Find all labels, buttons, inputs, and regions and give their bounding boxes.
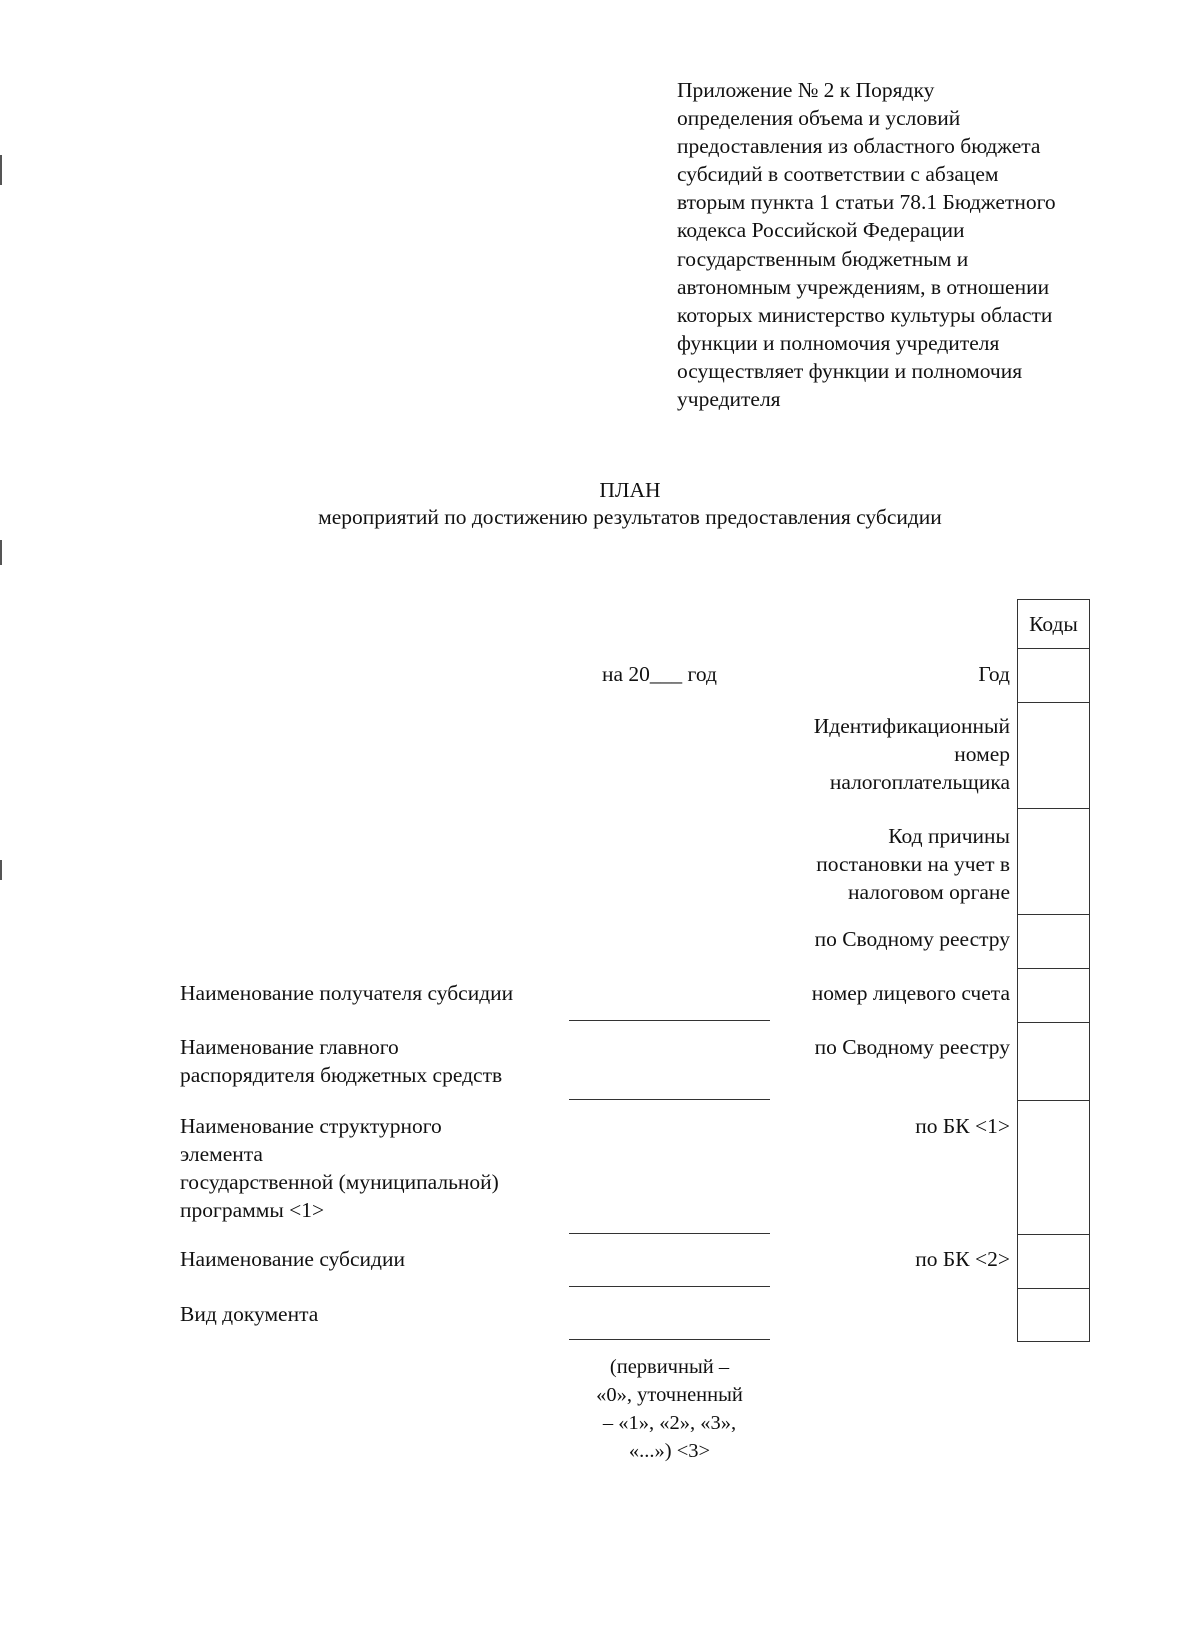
code-label-svod-2: по Сводному реестру [814, 1035, 1010, 1059]
code-cell-year[interactable] [1018, 649, 1089, 703]
code-label-account: номер лицевого счета [811, 981, 1010, 1005]
label-manager: Наименование главного распорядителя бюджетных средств [180, 1035, 503, 1087]
doc-type-note: (первичный – «0», уточненный – «1», «2», «3», «...») <3> [596, 1356, 743, 1462]
document-subtitle: мероприятий по достижению результатов предоставления субсидии [318, 505, 942, 529]
code-labels-column [740, 0, 1010, 1639]
label-program: Наименование структурного элемента государственной (муниципальной) программы <1> [180, 1114, 499, 1222]
label-doc-type: Вид документа [180, 1302, 319, 1326]
scan-edge-mark [0, 860, 2, 880]
code-cell-bk-1[interactable] [1018, 1101, 1089, 1235]
codes-header: Коды [1018, 600, 1089, 649]
scan-edge-mark [0, 540, 2, 565]
codes-table [1017, 599, 1090, 1342]
fill-line-recipient[interactable] [569, 1020, 770, 1021]
document-title: ПЛАН [599, 478, 661, 502]
code-label-bk-2: по БК <2> [915, 1247, 1010, 1271]
year-line: на 20___ год [602, 662, 717, 686]
scan-edge-mark [0, 155, 2, 185]
code-cell-account[interactable] [1018, 969, 1089, 1023]
code-cell-svod-2[interactable] [1018, 1023, 1089, 1101]
label-subsidy: Наименование субсидии [180, 1247, 405, 1271]
code-cell-doc-type[interactable] [1018, 1289, 1089, 1341]
code-label-svod-1: по Сводному реестру [814, 927, 1010, 951]
code-cell-inn[interactable] [1018, 703, 1089, 809]
fill-line-manager[interactable] [569, 1099, 770, 1100]
fill-line-subsidy[interactable] [569, 1286, 770, 1287]
appendix-note: Приложение № 2 к Порядку определения объема и условий предоставления из областного бюджета субсидий в соответствии с абзацем вторым пункта 1 статьи 78.1 Бюджетного кодекса Российской Федерации государственным бюджетным и автономным учреждениям, в отношении которых министерство культуры области функции и полномочия учредителя осуществляет функции и полномочия учредителя [677, 78, 1056, 412]
code-label-kpp: Код причины постановки на учет в налоговом органе [816, 824, 1010, 904]
code-label-bk-1: по БК <1> [915, 1114, 1010, 1138]
code-label-inn: Идентификационный номер налогоплательщика [813, 714, 1010, 794]
fill-line-program[interactable] [569, 1233, 770, 1234]
code-cell-bk-2[interactable] [1018, 1235, 1089, 1289]
fill-line-doc-type[interactable] [569, 1339, 770, 1340]
code-label-year: Год [978, 662, 1010, 686]
code-cell-kpp[interactable] [1018, 809, 1089, 915]
code-cell-svod-1[interactable] [1018, 915, 1089, 969]
label-recipient: Наименование получателя субсидии [180, 981, 514, 1005]
